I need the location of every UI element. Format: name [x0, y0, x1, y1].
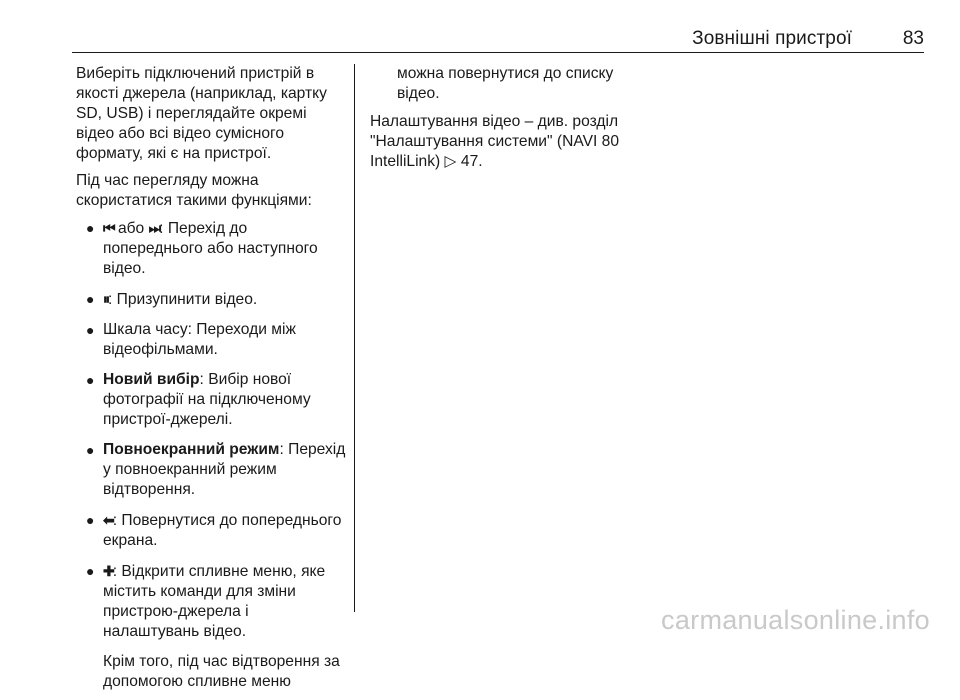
page-number: 83: [902, 28, 924, 49]
list-item-text: : Вибір нової фотографії на підключеному пристрої-джерелі.: [103, 371, 311, 428]
bullet-icon: ●: [86, 291, 95, 307]
continuation-text: можна повернутися до списку відео.: [397, 65, 614, 102]
bullet-icon: ●: [86, 563, 95, 579]
list-item-back: [76, 510, 346, 551]
bullet-icon: ●: [86, 372, 95, 388]
bullet-icon: ●: [86, 512, 95, 528]
list-item-text: : Перехід у повноекранний режим відтворення.: [103, 441, 346, 498]
intro-paragraph: Виберіть підключений пристрій в якості джерела (наприклад, картку SD, USB) і переглядайте окремі відео або всі відео сумісного формату, які є на пристрої.: [76, 65, 327, 162]
list-item-text: : Перехід до попереднього або наступного відео.: [103, 220, 318, 277]
list-item-text: : Призупинити відео.: [108, 291, 258, 308]
list-item-prev-next: [76, 218, 346, 279]
page-ref-icon: ▷: [444, 153, 457, 170]
pause-icon: ⏸: [103, 291, 108, 307]
back-arrow-icon: ⬅: [103, 512, 113, 528]
list-item-text: Шкала часу: Переходи між відеофільмами.: [103, 321, 296, 358]
column-right: [370, 64, 650, 179]
functions-intro: Під час перегляду можна скористатися такими функціями:: [76, 172, 312, 209]
plus-icon: ✚: [103, 563, 113, 579]
bullet-icon: ●: [86, 220, 95, 236]
page-title: Зовнішні пристрої: [692, 28, 852, 49]
page-header: [72, 26, 924, 53]
list-item-popup-menu: [76, 561, 346, 642]
watermark: carmanualsonline.info: [661, 605, 930, 635]
list-item-text: : Повернутися до попереднього екрана.: [103, 512, 342, 549]
settings-text: Налаштування відео – див. розділ "Налаштування системи" (NAVI 80 IntelliLink): [370, 113, 619, 170]
list-item-timeline: [76, 320, 346, 360]
list-item-new-selection: [76, 370, 346, 430]
list-item-bold-label: Новий вибір: [103, 371, 200, 388]
functions-list: [76, 218, 346, 642]
page-ref-number[interactable]: 47.: [460, 153, 483, 170]
list-item-pause: [76, 289, 346, 310]
list-item-text: : Відкрити спливне меню, яке містить команди для зміни пристрою-джерела і налаштувань відео.: [103, 563, 326, 640]
continuation-text: Крім того, під час відтворення за допомогою спливне меню: [103, 653, 340, 690]
next-track-icon: ⏭: [148, 220, 160, 236]
column-left: [76, 64, 346, 700]
list-item-bold-label: Повноекранний режим: [103, 441, 280, 458]
prev-track-icon: ⏮: [103, 220, 114, 236]
list-item-fullscreen: [76, 440, 346, 500]
list-item-text: або: [113, 220, 149, 237]
column-divider: [354, 64, 355, 612]
settings-paragraph: [370, 112, 650, 172]
bullet-icon: ●: [86, 442, 95, 458]
bullet-icon: ●: [86, 322, 95, 338]
